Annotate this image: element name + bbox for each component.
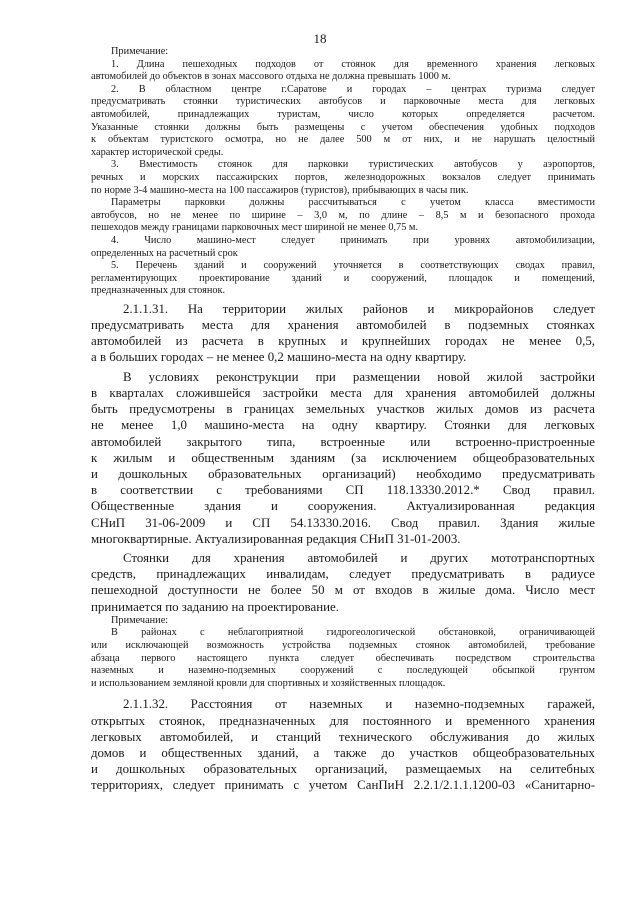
text-line: наземных и наземно-подземных сооружений с последующей обсыпкой грунтом — [91, 665, 595, 677]
note-paragraph — [91, 46, 595, 59]
text-line: Параметры парковки должны рассчитываться с учетом класса вместимости — [111, 197, 595, 209]
note-paragraph — [91, 59, 595, 84]
text-line: открытых стоянок, предназначенных для постоянного и временного хранения — [91, 713, 595, 728]
text-line: 3. Вместимость стоянок для парковки туристических автобусов у аэропортов, — [111, 159, 595, 171]
text-line: Примечание: — [111, 614, 169, 626]
text-line: 5. Перечень зданий и сооружений уточняется в соответствующих сводах правил, — [111, 260, 595, 272]
text-line: и использованием земляной кровли для спортивных и хозяйственных площадок. — [91, 677, 446, 689]
text-line: 2. В областном центре г.Саратове и городах – центрах туризма следует — [111, 83, 595, 95]
text-line: предусматривать места для хранения автомобилей в подземных стоянках — [91, 318, 595, 333]
text-line: характер исторической среды. — [91, 146, 224, 158]
note-paragraph — [91, 197, 595, 235]
note-paragraph — [91, 615, 595, 691]
document-body — [91, 46, 595, 794]
note-paragraph — [91, 159, 595, 197]
text-line: пешеходов между границами парковочных мест шириной не менее 0,75 м. — [91, 222, 419, 234]
text-line: быть предусмотрены в границах земельных участков жилых домов из расчета — [91, 402, 595, 417]
text-line: и дошкольных образовательных организаций) необходимо предусматривать — [91, 466, 595, 481]
text-line: СНиП 31-06-2009 и СП 54.13330.2016. Свод правил. Здания жилые — [91, 515, 595, 530]
text-line: В условиях реконструкции при размещении новой жилой застройки — [123, 369, 595, 384]
text-line: в соответствии с требованиями СП 118.13330.2012.* Свод правил. — [91, 483, 595, 498]
text-line: не менее 1,0 машино-места на одну квартиру. Стоянки для легковых — [91, 418, 595, 433]
note-paragraph — [91, 260, 595, 298]
text-line: по норме 3-4 машино-места на 100 пассажиров (туристов), прибывающих в часы пик. — [91, 184, 469, 196]
text-line: 2.1.1.31. На территории жилых районов и микрорайонов следует — [123, 301, 595, 316]
text-line: предназначенных для стоянок. — [91, 285, 226, 297]
text-line: абзаца первого настоящего пункта следует обеспечивать посредством строительства — [91, 652, 595, 664]
text-line: 1. Длина пешеходных подходов от стоянок для временного хранения легковых — [111, 58, 595, 70]
body-paragraph — [91, 696, 595, 793]
text-line: или исключающей возможность устройства подземных стоянок автомобилей, требование — [91, 639, 595, 651]
text-line: Указанные стоянки должны быть размещены с учетом обеспечения удобных подходов — [91, 121, 595, 133]
body-paragraph — [91, 301, 595, 366]
text-line: автомобилей закрытого типа, встроенные или встроенно-пристроенные — [91, 434, 595, 449]
body-paragraph — [91, 550, 595, 615]
text-line: 2.1.1.32. Расстояния от наземных и наземно-подземных гаражей, — [123, 697, 595, 712]
text-line: Примечание: — [111, 46, 169, 57]
text-line: речных и морских пассажирских портов, железнодорожных вокзалов следует принимать — [91, 171, 595, 183]
text-line: 4. Число машино-мест следует принимать при уровнях автомобилизации, — [111, 234, 595, 246]
note-paragraph — [91, 84, 595, 160]
text-line: многоквартирные. Актуализированная редакция СНиП 31-01-2003. — [91, 531, 461, 546]
text-line: В районах с неблагоприятной гидрогеологической обстановкой, ограничивающей — [111, 627, 595, 639]
body-paragraph — [91, 369, 595, 547]
text-line: а в больших городах – не менее 0,2 машино-места на одну квартиру. — [91, 350, 467, 365]
text-line: автомобилей до объектов в зонах массового отдыха не должна превышать 1000 м. — [91, 71, 451, 83]
text-line: Общественные здания и сооружения. Актуализированная редакция — [91, 499, 595, 514]
text-line: территориях, следует принимать с учетом СанПиН 2.2.1/2.1.1.1200-03 «Санитарно- — [91, 778, 595, 793]
text-line: регламентирующих проектирование зданий и сооружений, площадок и помещений, — [91, 272, 595, 284]
text-line: определенных на расчетный срок — [91, 247, 238, 259]
text-line: Стоянки для хранения автомобилей и других мототранспортных — [123, 550, 595, 565]
text-line: пешеходной доступности не более 50 м от входов в жилые дома. Число мест — [91, 583, 595, 598]
text-line: автомобилей из расчета в крупных и крупнейших городах не менее 0,5, — [91, 334, 595, 349]
text-line: к жилым и общественным зданиям (за исключением общеобразовательных — [91, 450, 595, 465]
text-line: к объектам туристского осмотра, но не далее 500 м от них, и не нарушать целостный — [91, 134, 595, 146]
note-paragraph — [91, 235, 595, 260]
text-line: автомобилей, принадлежащих туристам, число которых определяется расчетом. — [91, 108, 595, 120]
text-line: средств, принадлежащих инвалидам, следует предусматривать в радиусе — [91, 567, 595, 582]
text-line: предусматривать стоянки туристических автобусов и парковочные места для легковых — [91, 96, 595, 108]
text-line: и дошкольных образовательных организаций, размещаемых на селитебных — [91, 762, 595, 777]
text-line: в кварталах сложившейся застройки места для хранения автомобилей должны — [91, 385, 595, 400]
page-number: 18 — [313, 31, 327, 46]
text-line: домов и общественных зданий, а также до участков общеобразовательных — [91, 745, 595, 760]
text-line: принимается по заданию на проектирование. — [91, 599, 339, 614]
text-line: автобусов, но не менее по ширине – 3,0 м, по длине – 8,5 м и безопасного прохода — [91, 209, 595, 221]
text-line: легковых автомобилей, и станций технического обслуживания до жилых — [91, 729, 595, 744]
